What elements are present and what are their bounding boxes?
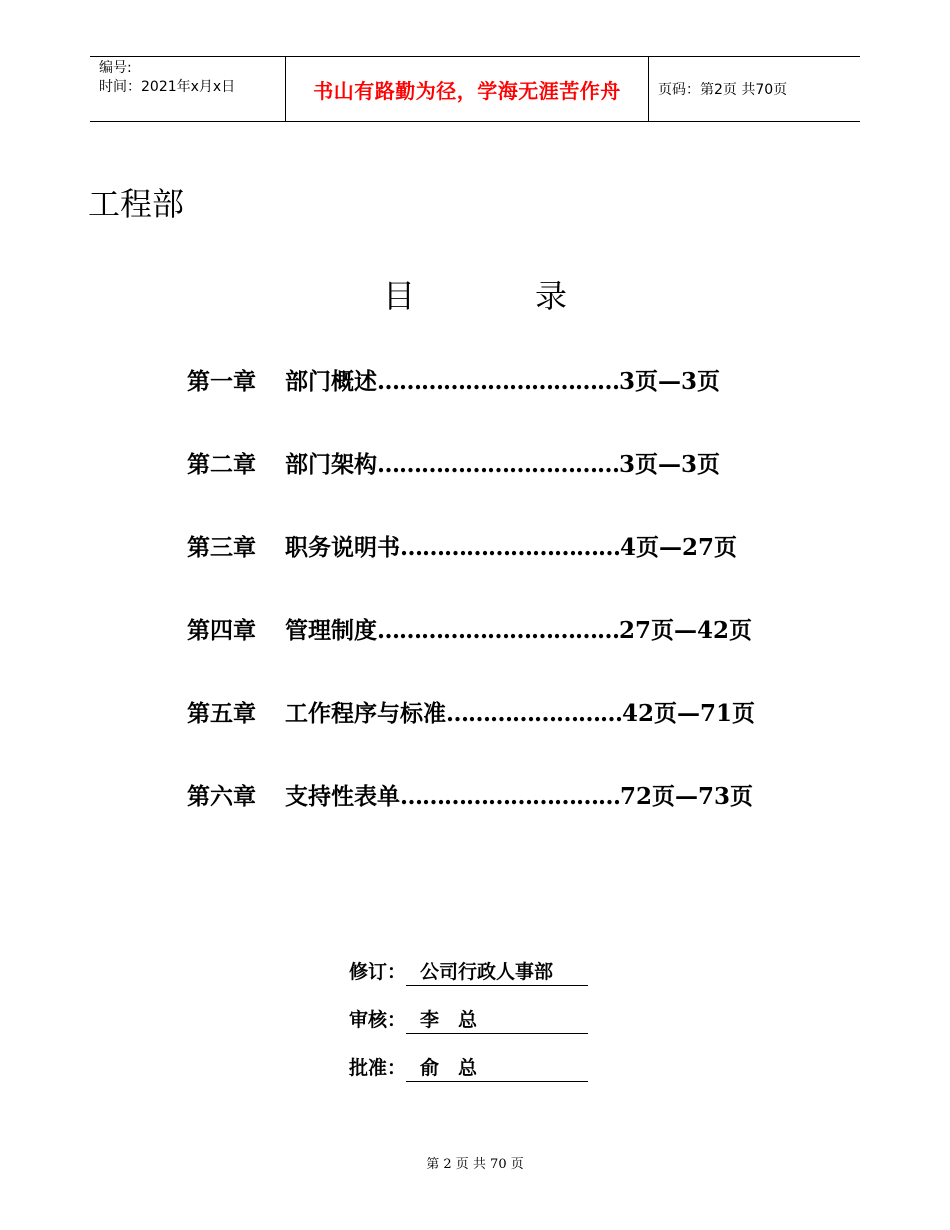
toc-chapter: 第一章	[187, 368, 256, 395]
header-motto: 书山有路勤为径，学海无涯苦作舟	[286, 57, 649, 121]
toc-pages: 72页—73页	[620, 783, 754, 810]
revise-value: 公司行政人事部	[406, 959, 588, 986]
toc-chapter: 第二章	[187, 451, 256, 478]
toc-name: 部门架构	[285, 451, 377, 478]
page-footer: 第 2 页 共 70 页	[426, 1157, 524, 1172]
toc-name: 部门概述	[285, 368, 377, 395]
toc-leader: ……………………	[446, 700, 622, 727]
header-page-info: 页码：第2页 共70页	[658, 82, 788, 98]
time-label: 时间：2021年x月x日	[99, 79, 236, 95]
toc-pages: 42页—71页	[622, 700, 756, 727]
toc-item[interactable]	[187, 775, 753, 819]
toc-leader: ……………………………	[377, 368, 619, 395]
toc-leader: …………………………	[400, 783, 620, 810]
toc-name: 工作程序与标准	[285, 700, 446, 727]
approve-row	[349, 1051, 588, 1085]
number-label: 编号:	[99, 60, 132, 76]
toc-pages: 4页—27页	[620, 534, 738, 561]
review-label: 审核：	[349, 1009, 407, 1031]
review-value: 李 总	[406, 1007, 588, 1034]
toc-chapter: 第三章	[187, 534, 256, 561]
toc-leader: …………………………	[400, 534, 620, 561]
toc-pages: 3页—3页	[619, 368, 721, 395]
toc-pages: 27页—42页	[619, 617, 753, 644]
toc-item[interactable]	[187, 360, 720, 404]
toc-item[interactable]	[187, 526, 737, 570]
revise-label: 修订：	[349, 961, 407, 983]
toc-title-left: 目	[382, 277, 415, 315]
toc-name: 职务说明书	[285, 534, 400, 561]
toc-leader: ……………………………	[377, 617, 619, 644]
toc-item[interactable]	[187, 443, 720, 487]
approve-label: 批准：	[349, 1057, 407, 1079]
page-header	[90, 56, 860, 122]
toc-title	[0, 272, 950, 320]
toc-leader: ……………………………	[377, 451, 619, 478]
toc-item[interactable]	[187, 692, 755, 736]
toc-chapter: 第四章	[187, 617, 256, 644]
department-title: 工程部	[88, 185, 185, 223]
toc-chapter: 第五章	[187, 700, 256, 727]
toc-title-right: 录	[535, 277, 568, 315]
revise-row	[349, 955, 588, 989]
header-meta	[90, 57, 286, 121]
approve-value: 俞 总	[406, 1055, 588, 1082]
toc-name: 支持性表单	[285, 783, 400, 810]
toc-chapter: 第六章	[187, 783, 256, 810]
toc-item[interactable]	[187, 609, 752, 653]
toc-name: 管理制度	[285, 617, 377, 644]
review-row	[349, 1003, 588, 1037]
toc-pages: 3页—3页	[619, 451, 721, 478]
